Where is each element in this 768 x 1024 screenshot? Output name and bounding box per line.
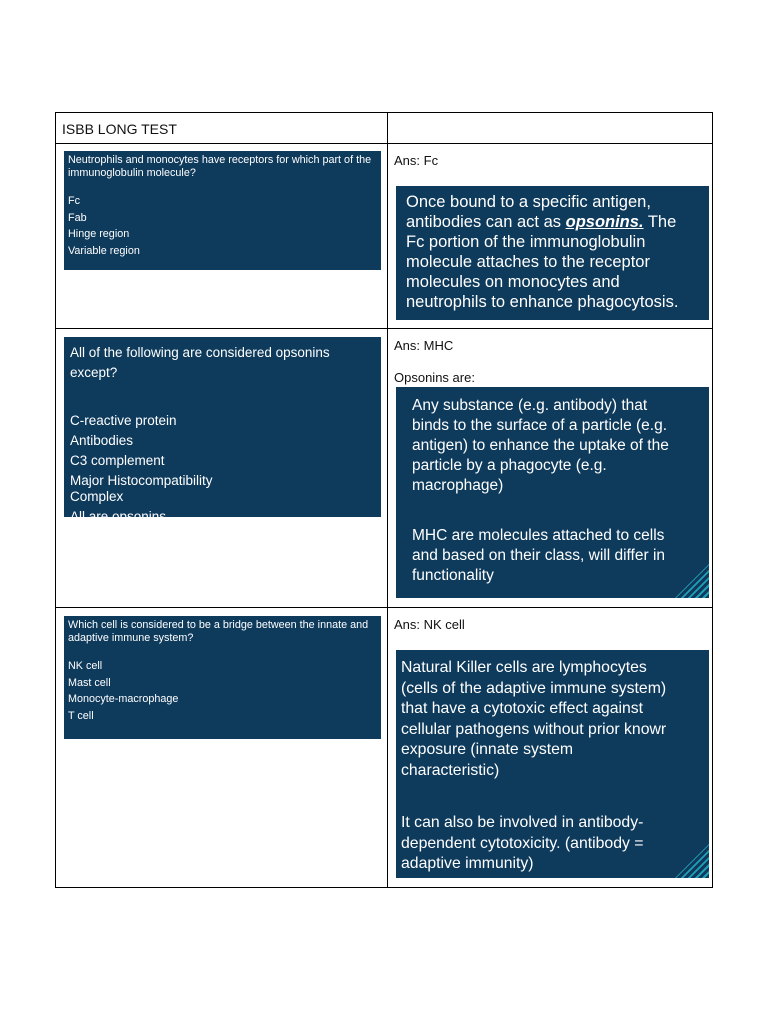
option-item: C-reactive protein (70, 413, 177, 428)
explanation-text: Natural Killer cells are lymphocytes (cells of the adaptive immune system) that have a cytotoxic effect against cellular pathogens without prior knowr exposure (innate system characteristic) (401, 659, 667, 779)
explanation-text: Any substance (e.g. antibody) that binds to the surface of a particle (e.g. antigen) to enhance the uptake of the particle by a phagocyte (e.g. macrophage) (412, 397, 669, 494)
explanation-slide (396, 186, 709, 320)
option-item: All are opsonins (70, 509, 167, 524)
explanation-text-cont: The Fc portion of the immunoglobulin molecule attaches to the receptor molecules on monocytes and neutrophils to enhance phagocytosis. (406, 213, 679, 311)
option-item: NK cell (68, 660, 103, 672)
option-list (70, 411, 375, 527)
question-text: All of the following are considered opsonins except? (70, 345, 330, 380)
option-item: Antibodies (70, 433, 134, 448)
answer-cell (388, 608, 713, 888)
question-slide (64, 616, 381, 739)
question-row (56, 144, 713, 329)
option-item: Monocyte-macrophage (68, 693, 179, 705)
question-text: Neutrophils and monocytes have receptors for which part of the immunoglobulin molecule? (68, 154, 372, 179)
question-cell (56, 329, 388, 608)
test-title: ISBB LONG TEST (62, 121, 177, 137)
option-item: Mast cell (68, 676, 111, 689)
answer-subtitle: Opsonins are: (394, 370, 475, 385)
header-empty-cell (388, 113, 713, 144)
question-row (56, 329, 713, 608)
option-list (68, 193, 377, 259)
answer-cell (388, 144, 713, 329)
question-cell (56, 608, 388, 888)
header-title-cell (56, 113, 388, 144)
option-item: Fc (68, 195, 80, 207)
answer-text: Ans: MHC (394, 338, 454, 353)
explanation-text: Once bound to a specific antigen, antibodies can act as (406, 193, 651, 231)
explanation-text-2: MHC are molecules attached to cells and based on their class, will differ in functionality (412, 527, 666, 584)
question-text: Which cell is considered to be a bridge between the innate and adaptive immune system? (68, 619, 369, 644)
header-row (56, 113, 713, 144)
opsonins-emphasis: opsonins. (565, 213, 644, 231)
explanation-slide (396, 387, 709, 598)
option-item: C3 complement (70, 453, 165, 468)
question-slide (64, 151, 381, 270)
question-cell (56, 144, 388, 329)
question-row (56, 608, 713, 888)
option-item: Major Histocompatibility Complex (70, 473, 213, 504)
option-item: Fab (68, 211, 87, 224)
question-slide (64, 337, 381, 524)
answer-text: Ans: Fc (394, 153, 439, 168)
explanation-slide (396, 650, 709, 878)
test-table (55, 112, 713, 888)
explanation-text-2: It can also be involved in antibody- dependent cytotoxicity. (antibody = adaptive immunity) (401, 814, 644, 872)
option-item: Hinge region (68, 228, 130, 240)
option-item: T cell (68, 709, 94, 722)
option-list (68, 658, 377, 724)
answer-text: Ans: NK cell (394, 617, 465, 632)
answer-cell (388, 329, 713, 608)
option-item: Variable region (68, 244, 140, 257)
